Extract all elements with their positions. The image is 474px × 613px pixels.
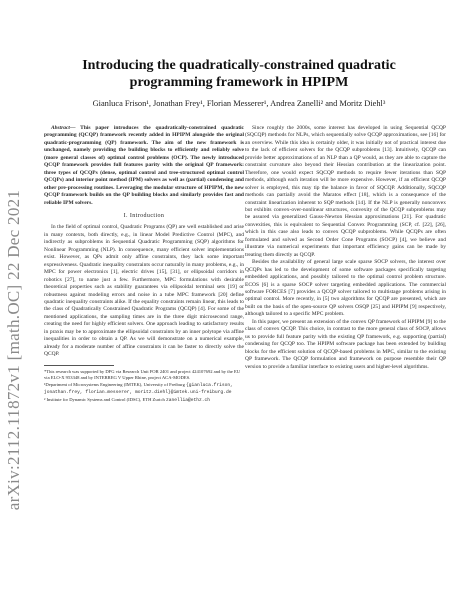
arxiv-sidebar: [2, 140, 26, 560]
footnote-affiliation-eth-text: ² Institute for Dynamic Systems and Control (IDSC), ETH Zurich: [44, 397, 165, 403]
author-list: Gianluca Frison¹, Jonathan Frey¹, Florian Messerer¹, Andrea Zanelli² and Moritz Diehl³: [92, 99, 386, 108]
intro-paragraph-2: Since roughly the 2000s, some interest has developed in using Sequential QCQP (SQCQP) methods for NLPs, which sequentially solve QCQP approximations, see [16] for an overview. While this idea is certainly older, it was initially not of practical interest due to the lack of efficient solvers for the QCQP subproblems [13]. Intuitively, QCQP can provide better approximations of an NLP than a QP would, as they are able to capture the constraint curvature also beyond their Hessian contribution at the linearization point. Therefore, one would expect SQCQP methods to require fewer iterations than SQP methods, although each iteration will be more expensive. However, if an efficient QCQP solver is employed, this may tip the balance in favor of SQCQP. Additionally, SQCQP methods can partially avoid the Maratos effect [18], which is a consequence of the constraint linearization inherent to SQP methods [14]. If the NLP is generally nonconvex but exhibits convex-over-nonlinear structures, convexity of the QCQP subproblems may be assured via generalized Gauss-Newton Hessian approximations [21]. For quadratic convexities, this is equivalent to Sequential Convex Programming (SCP, cf. [22], [26], which in this case also leads to convex QCQP subproblems. While QCQPs are often formulated and solved as Second Order Cone Programs (SOCP) [4], we believe and illustrate via numerical experiments that important efficiency gains can be made by treating them directly as QCQP.: [245, 125, 446, 258]
footnote-funding: *This research was supported by DFG via Research Unit FOR 2401 and project 424107692 and by the EU via ELO-X 953348 and by INTERREG V Upper Rhine, project ACA-MODES.: [44, 368, 241, 380]
footnote-affiliation-freiburg: [44, 382, 244, 396]
intro-paragraph-3: Besides the availability of general large scale sparse SOCP solvers, the interest over QCQPs has led to the development of some software packages specifically targeting embedded applications, and possibly tailored to the optimal control problem structure. ECOS [6] is a sparse SOCP solver targeting embedded applications. The commercial software FORCES [7] provides a QCQP solver tailored to multistage problems arising in optimal control. More recently, in [5] two algorithms for QCQP are presented, which are built on the basis of the open-source QP solvers OSQP [25] and HPIPM [9] respectively, although tailored to a specific MPC problem.: [245, 259, 446, 318]
arxiv-identifier: arXiv:2112.11872v1 [math.OC] 22 Dec 2021: [4, 189, 23, 511]
abstract-text: — This paper introduces the quadratically-constrained quadratic programming (QCQP) framework recently added in HPIPM alongside the original quadratic-programming (QP) framework. The aim of the new framework is unchanged, namely providing the building blocks to efficiently and reliably solve (more general classes of) optimal control problems (OCP). The newly introduced QCQP framework provides full features parity with the original QP framework: three types of QCQPs (dense, optimal control and tree-structured optimal control QCQPs) and interior point method (IPM) solvers as well as (partial) condensing and other pre-processing routines. Leveraging the modular structure of HPIPM, the new QCQP framework builds on the QP building blocks and similarly provides fast and reliable IPM solvers.: [44, 125, 244, 206]
footnote-emails-freiburg: {gianluca.frison, jonathan.frey, florian.messerer, moritz.diehl}@imtek.uni-freiburg.de: [44, 383, 233, 396]
abstract: [44, 125, 244, 207]
left-column: [44, 125, 244, 406]
intro-paragraph-1: In the field of optimal control, Quadratic Programs (QP) are well established and arise in many contexts, both directly, e.g., in linear Model Predictive Control (MPC), and indirectly as subproblems in Sequential Quadratic Programming (SQP) algorithms for Nonlinear Programming (NLP). In consequence, many efficient solver implementations exist. However, as QPs admit only affine constraints, they lack some important expressiveness. Quadratic inequality constraints occur naturally in many problems, e.g., in MPC for power electronics [1], electric drives [15], [31], or ellipsoidal corridors in robotics [27], to name just a few. Furthermore, MPC formulations with desirable theoretical properties such as stability guarantees via ellipsoidal terminal sets [19] or robustness against modeling errors and noise in a tube MPC framework [20] define quadratic inequality constraints alike. If the equality constraints remain linear, this leads to the class of Quadratically Constrained Quadratic Programs (QCQP) [4]. For some of the mentioned applications, the sampling times are in the three digit microsecond range, creating the need for highly efficient solvers. One approach leading to satisfactory results in praxis may be to approximate the ellipsoidal constraints by an inner polytope via affine inequalities in order to obtain a QP. As we will demonstrate on a numerical example, already for a moderate number of affine constraints it can be faster to directly solve the QCQP.: [44, 224, 244, 358]
intro-paragraph-4: In this paper, we present an extension of the convex QP framework of HPIPM [9] to the class of convex QCQP. This choice, in contrast to the more general class of SOCP, allows us to provide full feature parity with the existing QP framework, e.g. supporting (partial) condensing for QCQP too. The HPIPM software package has been extended by building blocks for the efficient solution of QCQP-based problems in MPC, similar to the existing QP framework. The QCQP formulation and framework on purpose resemble their QP version to provide a familiar interface to existing users and higher-level algorithms.: [245, 318, 446, 370]
footnote-email-eth: zanellia@ethz.ch: [165, 398, 211, 404]
footnote-affiliation-freiburg-text: ¹Department of Microsystems Engineering (IMTEK), University of Freiburg: [44, 382, 185, 387]
footnotes: [44, 369, 244, 405]
abstract-label: Abstract: [51, 125, 70, 131]
right-column: [245, 125, 446, 371]
footnote-divider: [44, 365, 114, 366]
paper-title: Introducing the quadratically-constrained quadratic programming framework in HPIPM: [82, 58, 396, 90]
section-heading-introduction: I. Introduction: [123, 212, 165, 219]
footnote-affiliation-eth: [44, 397, 244, 404]
